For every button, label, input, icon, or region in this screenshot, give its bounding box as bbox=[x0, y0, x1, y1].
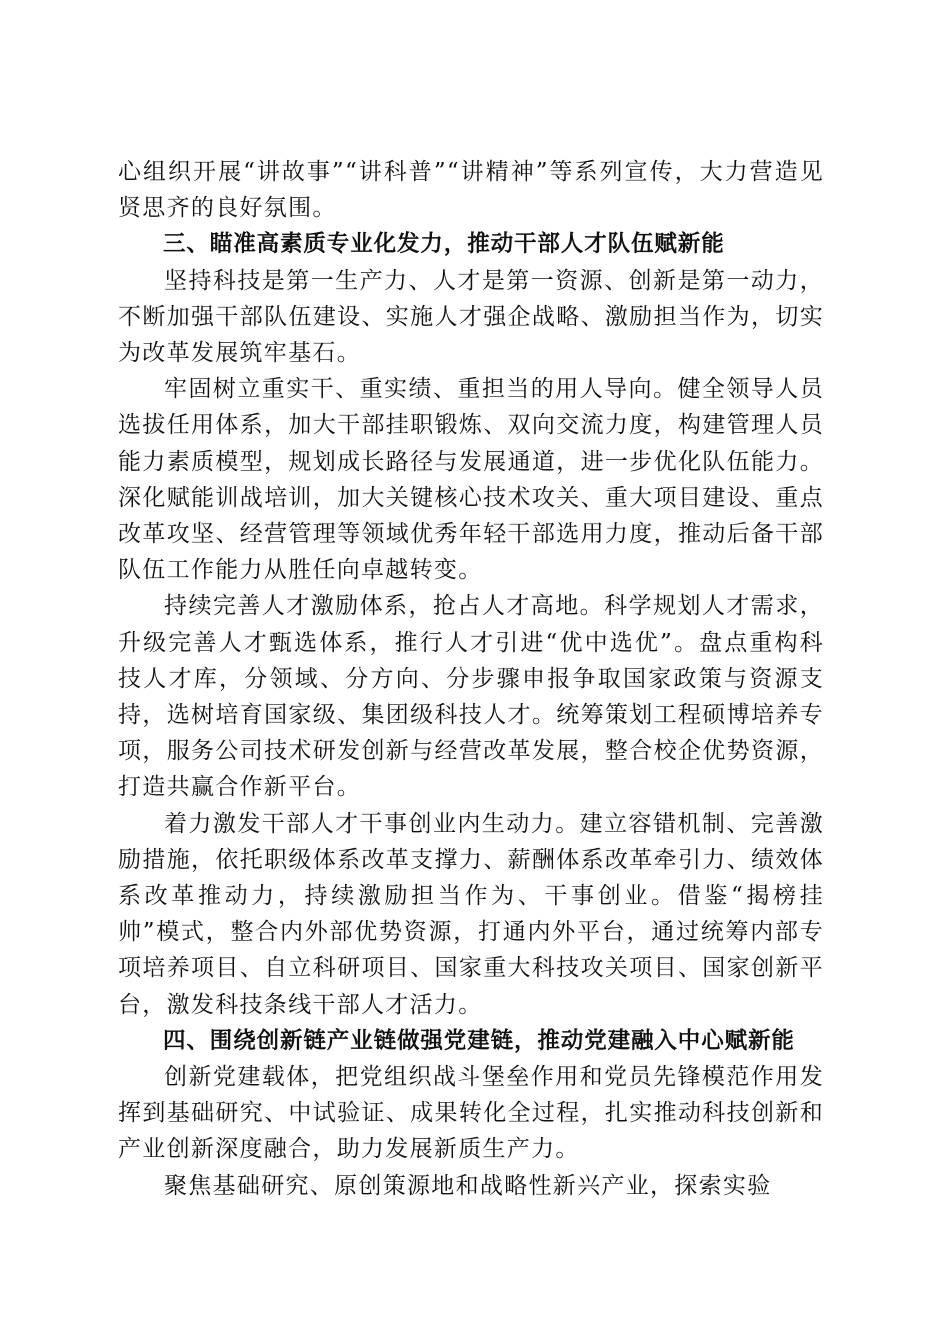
body-paragraph: 创新党建载体，把党组织战斗堡垒作用和党员先锋模范作用发挥到基础研究、中试验证、成果转化全过程，扎实推动科技创新和产业创新深度融合，助力发展新质生产力。 bbox=[118, 1064, 824, 1163]
body-paragraph: 牢固树立重实干、重实绩、重担当的用人导向。健全领导人员选拔任用体系，加大干部挂职锻炼、双向交流力度，构建管理人员能力素质模型，规划成长路径与发展通道，进一步优化队伍能力。深化赋能训战培训，加大关键核心技术攻关、重大项目建设、重点改革攻坚、经营管理等领域优秀年轻干部选用力度，推动后备干部队伍工作能力从胜任向卓越转变。 bbox=[118, 376, 824, 584]
body-paragraph: 持续完善人才激励体系，抢占人才高地。科学规划人才需求，升级完善人才甄选体系，推行人才引进“优中选优”。盘点重构科技人才库，分领域、分方向、分步骤申报争取国家政策与资源支持，选树培育国家级、集团级科技人才。统筹策划工程硕博培养专项，服务公司技术研发创新与经营改革发展，整合校企优势资源，打造共赢合作新平台。 bbox=[118, 593, 824, 801]
body-paragraph: 聚焦基础研究、原创策源地和战略性新兴产业，探索实验 bbox=[164, 1172, 772, 1199]
continuation-paragraph: 心组织开展“讲故事”“讲科普”“讲精神”等系列宣传，大力营造见贤思齐的良好氛围。 bbox=[118, 159, 824, 222]
body-paragraph: 坚持科技是第一生产力、人才是第一资源、创新是第一动力，不断加强干部队伍建设、实施人才强企战略、激励担当作为，切实为改革发展筑牢基石。 bbox=[118, 267, 824, 367]
section-heading-four: 四、围绕创新链产业链做强党建链，推动党建融入中心赋新能 bbox=[163, 1027, 795, 1054]
body-paragraph: 着力激发干部人才干事创业内生动力。建立容错机制、完善激励措施，依托职级体系改革支撑力、薪酬体系改革牵引力、绩效体系改革推动力，持续激励担当作为、干事创业。借鉴“揭榜挂帅”模式，整合内外部优势资源，打通内外平台，通过统筹内部专项培养项目、自立科研项目、国家重大科技攻关项目、国家创新平台，激发科技条线干部人才活力。 bbox=[118, 810, 824, 1018]
section-heading-three: 三、瞄准高素质专业化发力，推动干部人才队伍赋新能 bbox=[163, 231, 725, 258]
document-body bbox=[118, 154, 824, 1204]
